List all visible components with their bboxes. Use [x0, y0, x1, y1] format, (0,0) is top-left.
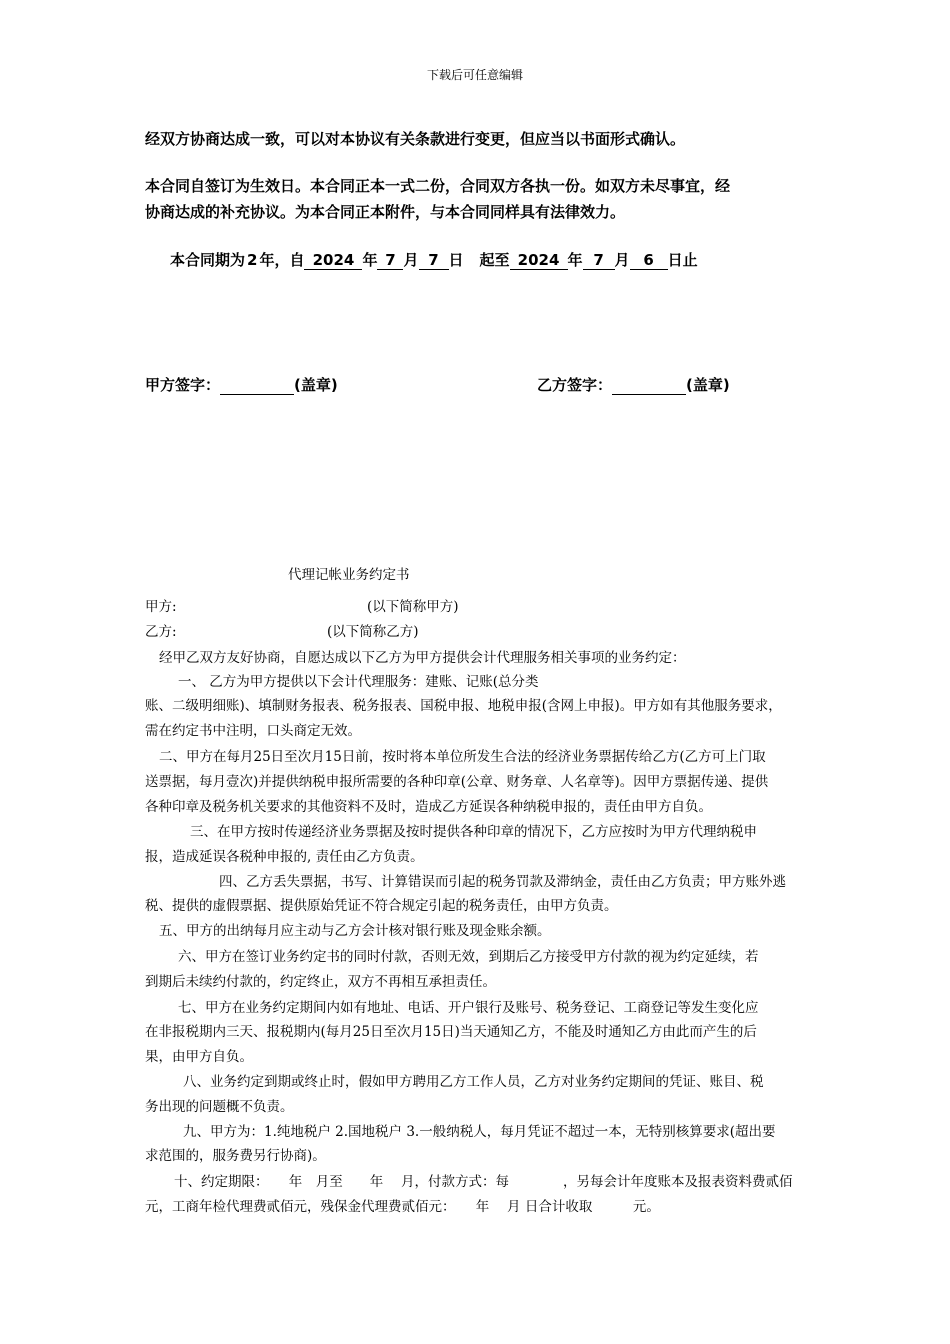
- clause-2-line1: 二、甲方在每月25日至次月15日前，按时将本单位所发生合法的经济业务票据传给乙方(乙方可上门取: [159, 749, 766, 765]
- seal-label: (盖章): [686, 376, 730, 394]
- clause-5: 五、甲方的出纳每月应主动与乙方会计核对银行账及现金账余额。: [159, 923, 551, 939]
- agreement-intro: 经甲乙双方友好协商，自愿达成以下乙方为甲方提供会计代理服务相关事项的业务约定：: [159, 650, 686, 666]
- sign-b-blank[interactable]: [612, 377, 686, 395]
- clause-6-line2: 到期后未续约付款的，约定终止，双方不再相互承担责任。: [145, 974, 496, 990]
- clause-9-line1: 九、甲方为：1.纯地税户 2.国地税户 3.一般纳税人，每月凭证不超过一本，无特别核算要求(超出要: [183, 1124, 776, 1140]
- term-end-suffix: 日止: [667, 251, 698, 269]
- clause-3-line2: 报，造成延误各税种申报的, 责任由乙方负责。: [145, 849, 424, 865]
- end-year: 2024: [510, 252, 568, 270]
- party-b-suffix: (以下简称乙方): [327, 624, 419, 640]
- party-b-label: 乙方:: [145, 624, 177, 640]
- contract-term: [170, 249, 698, 270]
- clause-7-line3: 果，由甲方自负。: [145, 1049, 253, 1065]
- clause-4-line2: 税、提供的虚假票据、提供原始凭证不符合规定引起的税务责任，由甲方负责。: [145, 898, 618, 914]
- clause-7-line1: 七、甲方在业务约定期间内如有地址、电话、开户银行及账号、税务登记、工商登记等发生变化应: [178, 1000, 759, 1016]
- month-label: 月: [614, 251, 630, 269]
- term-years: 2: [247, 251, 258, 269]
- clause-9-line2: 求范围的，服务费另行协商)。: [145, 1148, 326, 1164]
- clause-2-line2: 送票据，每月壹次)并提供纳税申报所需要的各种印章(公章、财务章、人名章等)。因甲方票据传递、提供: [145, 774, 769, 790]
- start-day: 7: [419, 252, 449, 270]
- clause-8-line1: 八、业务约定到期或终止时，假如甲方聘用乙方工作人员，乙方对业务约定期间的凭证、账目、税: [183, 1074, 764, 1090]
- start-month: 7: [377, 252, 403, 270]
- clause-amendment: 经双方协商达成一致，可以对本协议有关条款进行变更，但应当以书面形式确认。: [145, 130, 686, 148]
- day-label: 日: [448, 251, 464, 269]
- year-label: 年: [362, 251, 378, 269]
- page-header: 下载后可任意编辑: [426, 68, 523, 82]
- signature-party-a: [145, 374, 338, 395]
- start-year: 2024: [304, 252, 362, 270]
- clause-1-line2: 账、二级明细账)、填制财务报表、税务报表、国税申报、地税申报(含网上申报)。甲方如有其他服务要求，: [145, 698, 782, 714]
- year-label: 年: [567, 251, 583, 269]
- party-a-label: 甲方:: [145, 599, 177, 615]
- clause-7-line2: 在非报税期内三天、报税期内(每月25日至次月15日)当天通知乙方，不能及时通知乙方由此而产生的后: [145, 1024, 757, 1040]
- term-years-unit: 年，自: [259, 251, 305, 269]
- sign-b-label: 乙方签字：: [537, 376, 613, 394]
- seal-label: (盖章): [294, 376, 338, 394]
- clause-effective-line1: 本合同自签订为生效日。本合同正本一式二份，合同双方各执一份。如双方未尽事宜，经: [145, 177, 731, 195]
- clause-4-line1: 四、乙方丢失票据，书写、计算错误而引起的税务罚款及滞纳金，责任由乙方负责；甲方账外逃: [219, 874, 786, 890]
- clause-1-line1: 一、 乙方为甲方提供以下会计代理服务：建账、记账(总分类: [178, 674, 539, 690]
- end-day: 6: [630, 252, 668, 270]
- term-prefix: 本合同期为: [170, 251, 246, 269]
- signature-party-b: [537, 374, 730, 395]
- end-month: 7: [583, 252, 615, 270]
- clause-8-line2: 务出现的问题概不负责。: [145, 1099, 294, 1115]
- clause-effective-line2: 协商达成的补充协议。为本合同正本附件，与本合同同样具有法律效力。: [145, 203, 626, 221]
- clause-10-line1: 十、约定期限： 年 月至 年 月，付款方式：每 ，另每会计年度账本及报表资料费贰佰: [174, 1174, 793, 1190]
- month-label: 月: [403, 251, 419, 269]
- clause-10-line2: 元，工商年检代理费贰佰元，残保金代理费贰佰元： 年 月 日合计收取 元。: [145, 1199, 660, 1215]
- clause-3-line1: 三、在甲方按时传递经济业务票据及按时提供各种印章的情况下，乙方应按时为甲方代理纳税申: [190, 824, 757, 840]
- agreement-title: 代理记帐业务约定书: [288, 567, 410, 583]
- clause-2-line3: 各种印章及税务机关要求的其他资料不及时，造成乙方延误各种纳税申报的，责任由甲方自负。: [145, 799, 712, 815]
- sign-a-label: 甲方签字：: [145, 376, 221, 394]
- clause-1-line3: 需在约定书中注明，口头商定无效。: [145, 723, 361, 739]
- term-mid: 起至: [479, 251, 510, 269]
- clause-6-line1: 六、甲方在签订业务约定书的同时付款，否则无效，到期后乙方接受甲方付款的视为约定延续，若: [178, 949, 759, 965]
- sign-a-blank[interactable]: [220, 377, 294, 395]
- party-a-suffix: (以下简称甲方): [367, 599, 459, 615]
